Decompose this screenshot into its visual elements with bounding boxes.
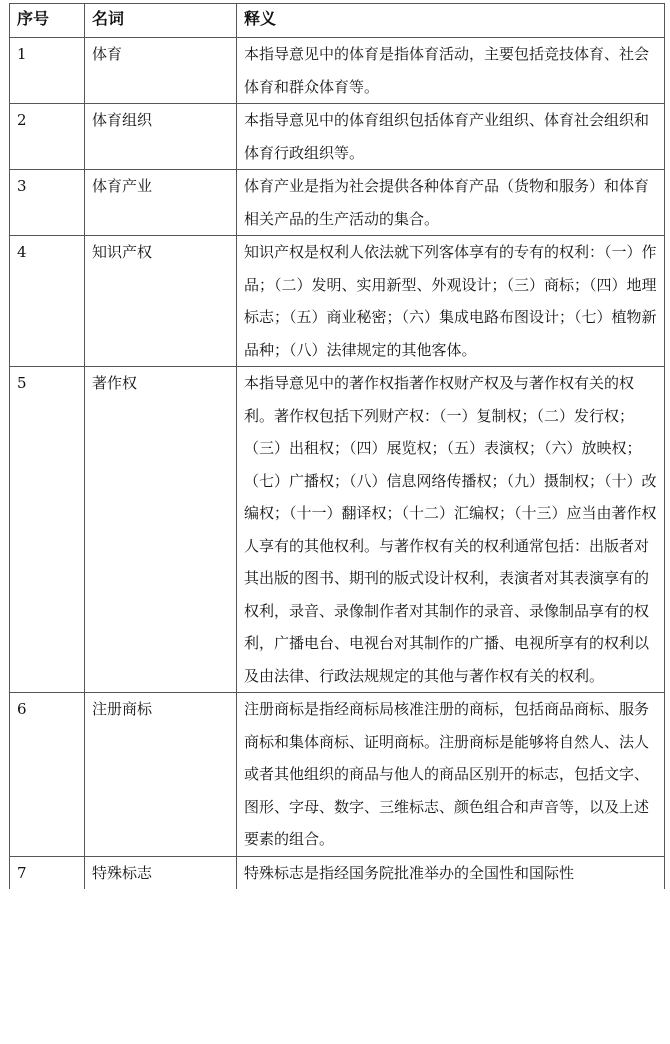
row-definition: 体育产业是指为社会提供各种体育产品（货物和服务）和体育相关产品的生产活动的集合。 — [237, 170, 665, 236]
table-row — [10, 367, 665, 693]
header-term: 名词 — [85, 4, 237, 38]
table-row — [10, 170, 665, 236]
row-definition: 注册商标是指经商标局核准注册的商标，包括商品商标、服务商标和集体商标、证明商标。注册商标是能够将自然人、法人或者其他组织的商品与他人的商品区别开的标志，包括文字、图形、字母、数字、三维标志、颜色组合和声音等，以及上述要素的组合。 — [237, 693, 665, 857]
row-definition: 本指导意见中的体育组织包括体育产业组织、体育社会组织和体育行政组织等。 — [237, 104, 665, 170]
row-definition: 本指导意见中的著作权指著作权财产权及与著作权有关的权利。著作权包括下列财产权：（一）复制权；（二）发行权；（三）出租权；（四）展览权；（五）表演权；（六）放映权；（七）广播权；（八）信息网络传播权；（九）摄制权；（十）改编权；（十一）翻译权；（十二）汇编权；（十三）应当由著作权人享有的其他权利。与著作权有关的权利通常包括：出版者对其出版的图书、期刊的版式设计权利，表演者对其表演享有的权利，录音、录像制作者对其制作的录音、录像制品享有的权利，广播电台、电视台对其制作的广播、电视所享有的权利以及由法律、行政法规规定的其他与著作权有关的权利。 — [237, 367, 665, 693]
table-row — [10, 104, 665, 170]
row-num: 7 — [10, 856, 85, 889]
table-row — [10, 693, 665, 857]
row-num: 6 — [10, 693, 85, 857]
row-term: 体育 — [85, 38, 237, 104]
row-term: 著作权 — [85, 367, 237, 693]
row-definition: 特殊标志是指经国务院批准举办的全国性和国际性 — [237, 856, 665, 889]
row-term: 知识产权 — [85, 236, 237, 367]
table-row — [10, 38, 665, 104]
glossary-table — [9, 3, 665, 889]
row-num: 4 — [10, 236, 85, 367]
table-row — [10, 856, 665, 889]
row-term: 特殊标志 — [85, 856, 237, 889]
row-term: 注册商标 — [85, 693, 237, 857]
row-definition: 本指导意见中的体育是指体育活动，主要包括竞技体育、社会体育和群众体育等。 — [237, 38, 665, 104]
row-num: 1 — [10, 38, 85, 104]
row-term: 体育产业 — [85, 170, 237, 236]
row-definition: 知识产权是权利人依法就下列客体享有的专有的权利：（一）作品；（二）发明、实用新型、外观设计；（三）商标；（四）地理标志；（五）商业秘密；（六）集成电路布图设计；（七）植物新品种；（八）法律规定的其他客体。 — [237, 236, 665, 367]
header-definition: 释义 — [237, 4, 665, 38]
table-row — [10, 236, 665, 367]
row-num: 2 — [10, 104, 85, 170]
header-row — [10, 4, 665, 38]
row-num: 3 — [10, 170, 85, 236]
row-term: 体育组织 — [85, 104, 237, 170]
header-num: 序号 — [10, 4, 85, 38]
row-num: 5 — [10, 367, 85, 693]
